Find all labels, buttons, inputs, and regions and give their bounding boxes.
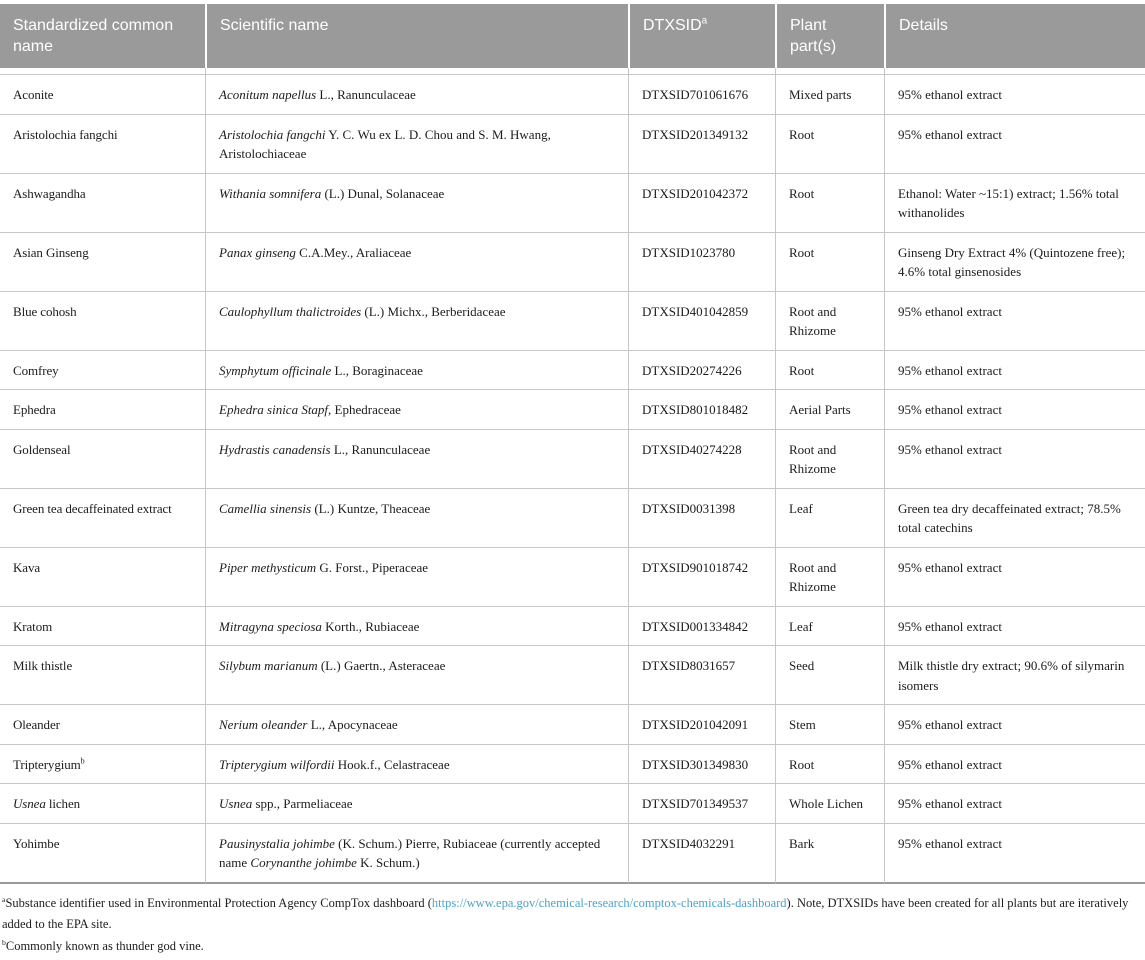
details-cell: 95% ethanol extract	[884, 784, 1145, 824]
plant-parts-cell: Root	[775, 115, 884, 174]
column-header-details: Details	[884, 4, 1145, 68]
scientific-name-cell: Withania somnifera (L.) Dunal, Solanaceae	[205, 174, 628, 233]
header-gap-cell	[628, 68, 775, 75]
plant-parts-cell: Bark	[775, 824, 884, 884]
details-cell: 95% ethanol extract	[884, 351, 1145, 391]
plant-parts-cell: Whole Lichen	[775, 784, 884, 824]
plant-parts-cell: Root and Rhizome	[775, 548, 884, 607]
plant-parts-cell: Stem	[775, 705, 884, 745]
dtxsid-cell: DTXSID1023780	[628, 233, 775, 292]
dtxsid-cell: DTXSID801018482	[628, 390, 775, 430]
common-name-cell: Asian Ginseng	[0, 233, 205, 292]
common-name-cell: Comfrey	[0, 351, 205, 391]
table-row	[0, 174, 1145, 233]
dtxsid-cell: DTXSID201042091	[628, 705, 775, 745]
table-row	[0, 75, 1145, 115]
details-cell: 95% ethanol extract	[884, 390, 1145, 430]
plant-parts-cell: Root and Rhizome	[775, 430, 884, 489]
common-name-cell: Oleander	[0, 705, 205, 745]
scientific-name-cell: Piper methysticum G. Forst., Piperaceae	[205, 548, 628, 607]
table-row	[0, 705, 1145, 745]
column-header-common-name: Standardized common name	[0, 4, 205, 68]
plant-parts-cell: Root and Rhizome	[775, 292, 884, 351]
details-cell: 95% ethanol extract	[884, 292, 1145, 351]
table-row	[0, 607, 1145, 647]
scientific-name-cell: Pausinystalia johimbe (K. Schum.) Pierre, Rubiaceae (currently accepted name Corynanthe johimbe K. Schum.)	[205, 824, 628, 884]
dtxsid-cell: DTXSID20274226	[628, 351, 775, 391]
details-cell: Ginseng Dry Extract 4% (Quintozene free); 4.6% total ginsenosides	[884, 233, 1145, 292]
dtxsid-cell: DTXSID701061676	[628, 75, 775, 115]
table-row	[0, 430, 1145, 489]
dtxsid-cell: DTXSID901018742	[628, 548, 775, 607]
details-cell: Ethanol: Water ~15:1) extract; 1.56% total withanolides	[884, 174, 1145, 233]
footnote-a	[2, 893, 1142, 936]
table-row	[0, 351, 1145, 391]
details-cell: 95% ethanol extract	[884, 430, 1145, 489]
table-row	[0, 824, 1145, 884]
footnote-a-marker: a	[2, 894, 6, 904]
dtxsid-cell: DTXSID201042372	[628, 174, 775, 233]
footnote-b-marker: b	[2, 937, 6, 947]
table-header	[0, 4, 1145, 68]
plant-parts-cell: Seed	[775, 646, 884, 705]
common-name-cell: Green tea decaffeinated extract	[0, 489, 205, 548]
details-cell: 95% ethanol extract	[884, 115, 1145, 174]
table-row	[0, 292, 1145, 351]
scientific-name-cell: Panax ginseng C.A.Mey., Araliaceae	[205, 233, 628, 292]
table-row	[0, 548, 1145, 607]
dtxsid-cell: DTXSID40274228	[628, 430, 775, 489]
table-row	[0, 233, 1145, 292]
details-cell: Milk thistle dry extract; 90.6% of silymarin isomers	[884, 646, 1145, 705]
footnote-b-text: Commonly known as thunder god vine.	[5, 938, 204, 953]
plant-parts-cell: Root	[775, 351, 884, 391]
common-name-cell: Usnea lichen	[0, 784, 205, 824]
dtxsid-cell: DTXSID201349132	[628, 115, 775, 174]
plant-parts-cell: Root	[775, 745, 884, 785]
dtxsid-cell: DTXSID001334842	[628, 607, 775, 647]
common-name-cell: Tripterygium$^b$	[0, 745, 205, 785]
dtxsid-cell: DTXSID0031398	[628, 489, 775, 548]
details-cell: 95% ethanol extract	[884, 75, 1145, 115]
scientific-name-cell: Mitragyna speciosa Korth., Rubiaceae	[205, 607, 628, 647]
table-row	[0, 784, 1145, 824]
scientific-name-cell: Ephedra sinica Stapf, Ephedraceae	[205, 390, 628, 430]
details-cell: 95% ethanol extract	[884, 705, 1145, 745]
header-gap-cell	[884, 68, 1145, 75]
details-cell: 95% ethanol extract	[884, 548, 1145, 607]
scientific-name-cell: Aristolochia fangchi Y. C. Wu ex L. D. Chou and S. M. Hwang, Aristolochiaceae	[205, 115, 628, 174]
common-name-cell: Yohimbe	[0, 824, 205, 884]
scientific-name-cell: Caulophyllum thalictroides (L.) Michx., Berberidaceae	[205, 292, 628, 351]
common-name-cell: Kava	[0, 548, 205, 607]
footnotes	[0, 884, 1145, 958]
header-gap-cell	[0, 68, 205, 75]
dtxsid-cell: DTXSID401042859	[628, 292, 775, 351]
header-gap-row	[0, 68, 1145, 75]
scientific-name-cell: Camellia sinensis (L.) Kuntze, Theaceae	[205, 489, 628, 548]
header-gap-cell	[775, 68, 884, 75]
plant-parts-cell: Mixed parts	[775, 75, 884, 115]
dtxsid-cell: DTXSID701349537	[628, 784, 775, 824]
dtxsid-cell: DTXSID8031657	[628, 646, 775, 705]
common-name-cell: Aristolochia fangchi	[0, 115, 205, 174]
scientific-name-cell: Silybum marianum (L.) Gaertn., Asteraceae	[205, 646, 628, 705]
table-row	[0, 390, 1145, 430]
table-row	[0, 115, 1145, 174]
plant-parts-cell: Leaf	[775, 489, 884, 548]
table-row	[0, 646, 1145, 705]
footnote-a-text-after: ). Note, DTXSIDs have been created for all plants but are iteratively added to the EPA site.	[2, 895, 1129, 931]
scientific-name-cell: Aconitum napellus L., Ranunculaceae	[205, 75, 628, 115]
common-name-cell: Ephedra	[0, 390, 205, 430]
comptox-dashboard-link[interactable]: https://www.epa.gov/chemical-research/comptox-chemicals-dashboard	[431, 895, 787, 910]
plant-parts-cell: Aerial Parts	[775, 390, 884, 430]
details-cell: 95% ethanol extract	[884, 745, 1145, 785]
common-name-cell: Aconite	[0, 75, 205, 115]
scientific-name-cell: Nerium oleander L., Apocynaceae	[205, 705, 628, 745]
column-header-plant-parts: Plant part(s)	[775, 4, 884, 68]
details-cell: 95% ethanol extract	[884, 824, 1145, 884]
column-header-footnote-marker: a	[701, 15, 708, 27]
column-header-dtxsid: DTXSID$^a$	[628, 4, 775, 68]
common-name-cell: Milk thistle	[0, 646, 205, 705]
table-row	[0, 489, 1145, 548]
details-cell: 95% ethanol extract	[884, 607, 1145, 647]
scientific-name-cell: Symphytum officinale L., Boraginaceae	[205, 351, 628, 391]
table-body	[0, 68, 1145, 884]
common-name-cell: Blue cohosh	[0, 292, 205, 351]
details-cell: Green tea dry decaffeinated extract; 78.5% total catechins	[884, 489, 1145, 548]
footnote-a-text-before: Substance identifier used in Environmental Protection Agency CompTox dashboard (	[5, 895, 432, 910]
dtxsid-cell: DTXSID301349830	[628, 745, 775, 785]
footnote-b	[2, 936, 1142, 958]
common-name-cell: Ashwagandha	[0, 174, 205, 233]
column-header-scientific-name: Scientific name	[205, 4, 628, 68]
table-row	[0, 745, 1145, 785]
scientific-name-cell: Hydrastis canadensis L., Ranunculaceae	[205, 430, 628, 489]
table-header-row	[0, 4, 1145, 68]
scientific-name-cell: Tripterygium wilfordii Hook.f., Celastraceae	[205, 745, 628, 785]
dtxsid-cell: DTXSID4032291	[628, 824, 775, 884]
common-name-cell: Kratom	[0, 607, 205, 647]
plant-parts-cell: Leaf	[775, 607, 884, 647]
header-gap-cell	[205, 68, 628, 75]
common-name-cell: Goldenseal	[0, 430, 205, 489]
botanicals-table	[0, 4, 1145, 884]
scientific-name-cell: Usnea spp., Parmeliaceae	[205, 784, 628, 824]
plant-parts-cell: Root	[775, 233, 884, 292]
plant-parts-cell: Root	[775, 174, 884, 233]
